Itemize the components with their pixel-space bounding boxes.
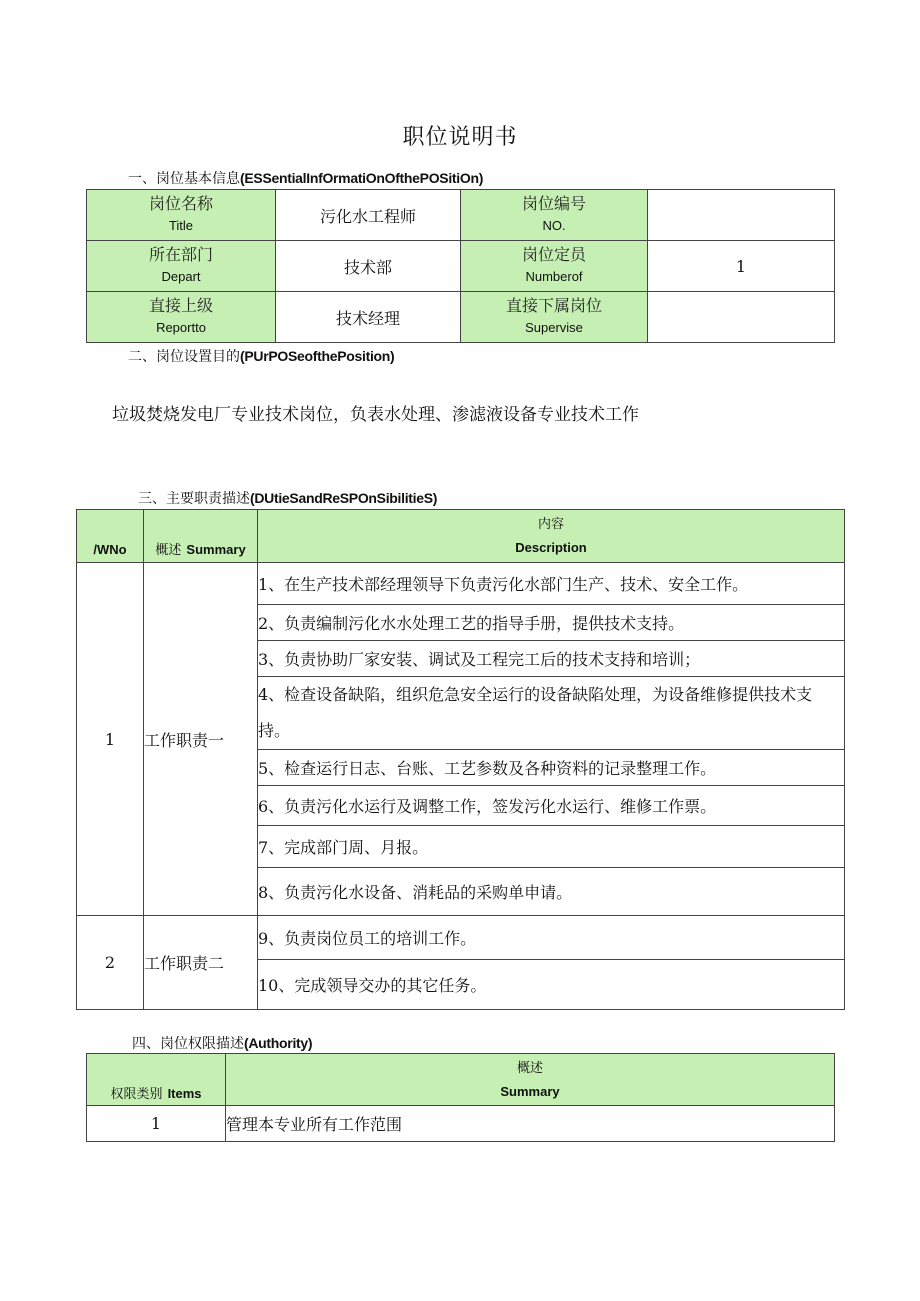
section-heading-cn: 四、岗位权限描述 bbox=[132, 1036, 244, 1052]
section-authority-heading bbox=[132, 1033, 312, 1053]
header-no-label: /WNo bbox=[93, 542, 127, 557]
label-supervise bbox=[461, 292, 648, 343]
duty-item: 5、检查运行日志、台账、工艺参数及各种资料的记录整理工作。 bbox=[258, 750, 845, 786]
label-cn: 所在部门 bbox=[148, 245, 213, 264]
section-heading-en: (PUrPOSeofthePosition) bbox=[240, 348, 395, 364]
header-items-en: Items bbox=[167, 1086, 202, 1101]
label-department bbox=[87, 241, 276, 292]
section-heading-en: (DUtieSandReSPOnSibilitieS) bbox=[250, 490, 438, 506]
duty-item: 9、负责岗位员工的培训工作。 bbox=[258, 916, 845, 960]
page-title: 职位说明书 bbox=[402, 125, 518, 150]
section-purpose-heading bbox=[128, 346, 394, 366]
value-report-to: 技术经理 bbox=[276, 292, 461, 343]
header-no bbox=[77, 510, 144, 563]
label-title bbox=[87, 190, 276, 241]
label-cn: 岗位定员 bbox=[521, 245, 586, 264]
section-duties-heading bbox=[138, 488, 437, 508]
header-description bbox=[258, 510, 845, 563]
duty-item: 6、负责污化水运行及调整工作，签发污化水运行、维修工作票。 bbox=[258, 786, 845, 826]
section-heading-en: (ESSentialInfOrmatiOnOfthePOSitiOn) bbox=[240, 170, 484, 186]
duty-item: 8、负责污化水设备、消耗品的采购单申请。 bbox=[258, 868, 845, 916]
label-en: Reportto bbox=[156, 320, 206, 335]
label-en: Depart bbox=[161, 269, 201, 284]
duty-number: 2 bbox=[77, 916, 144, 1010]
section-basic-info-heading bbox=[128, 168, 483, 188]
label-cn: 直接上级 bbox=[148, 296, 213, 315]
duties-table bbox=[76, 509, 845, 1010]
label-no bbox=[461, 190, 648, 241]
section-heading-cn: 二、岗位设置目的 bbox=[128, 349, 240, 365]
duty-item: 7、完成部门周、月报。 bbox=[258, 826, 845, 868]
label-en: Title bbox=[168, 218, 194, 233]
duty-item: 1、在生产技术部经理领导下负责污化水部门生产、技术、安全工作。 bbox=[258, 563, 845, 605]
duty-item: 10、完成领导交办的其它任务。 bbox=[258, 960, 845, 1010]
duty-item: 2、负责编制污化水水处理工艺的指导手册，提供技术支持。 bbox=[258, 605, 845, 641]
header-summary-cn: 概述 bbox=[516, 1060, 543, 1076]
value-quota: 1 bbox=[648, 241, 835, 292]
authority-table bbox=[86, 1053, 835, 1142]
section-heading-en: (Authority) bbox=[244, 1035, 313, 1051]
header-summary-en: Summary bbox=[500, 1083, 560, 1099]
value-supervise bbox=[648, 292, 835, 343]
label-cn: 岗位编号 bbox=[521, 194, 586, 213]
label-report-to bbox=[87, 292, 276, 343]
header-items-cn: 权限类别 bbox=[110, 1087, 163, 1102]
label-cn: 直接下属岗位 bbox=[505, 296, 602, 315]
header-description-cn: 内容 bbox=[537, 517, 564, 532]
section-heading-cn: 一、岗位基本信息 bbox=[128, 171, 240, 187]
purpose-text: 垃圾焚烧发电厂专业技术岗位，负表水处理、渗滤液设备专业技术工作 bbox=[112, 405, 639, 425]
header-items bbox=[87, 1054, 226, 1106]
basic-info-table bbox=[86, 189, 835, 343]
duty-summary: 工作职责二 bbox=[144, 916, 258, 1010]
header-authority-summary bbox=[226, 1054, 835, 1106]
header-summary bbox=[144, 510, 258, 563]
value-department: 技术部 bbox=[276, 241, 461, 292]
header-summary-cn: 概述 bbox=[155, 543, 182, 558]
authority-number: 1 bbox=[87, 1106, 226, 1142]
duty-summary: 工作职责一 bbox=[144, 563, 258, 916]
value-no bbox=[648, 190, 835, 241]
label-en: Supervise bbox=[525, 320, 583, 335]
label-quota bbox=[461, 241, 648, 292]
duty-item: 3、负责协助厂家安装、调试及工程完工后的技术支持和培训； bbox=[258, 641, 845, 677]
label-cn: 岗位名称 bbox=[148, 194, 213, 213]
label-en: Numberof bbox=[525, 269, 583, 284]
header-summary-en: Summary bbox=[186, 542, 246, 557]
duty-number: 1 bbox=[77, 563, 144, 916]
label-en: NO. bbox=[542, 218, 566, 233]
value-title: 污化水工程师 bbox=[276, 190, 461, 241]
section-heading-cn: 三、主要职责描述 bbox=[138, 491, 250, 507]
duty-item: 4、检查设备缺陷，组织危急安全运行的设备缺陷处理，为设备维修提供技术支持。 bbox=[258, 677, 845, 750]
header-description-en: Description bbox=[515, 540, 587, 555]
authority-summary: 管理本专业所有工作范围 bbox=[226, 1106, 835, 1142]
